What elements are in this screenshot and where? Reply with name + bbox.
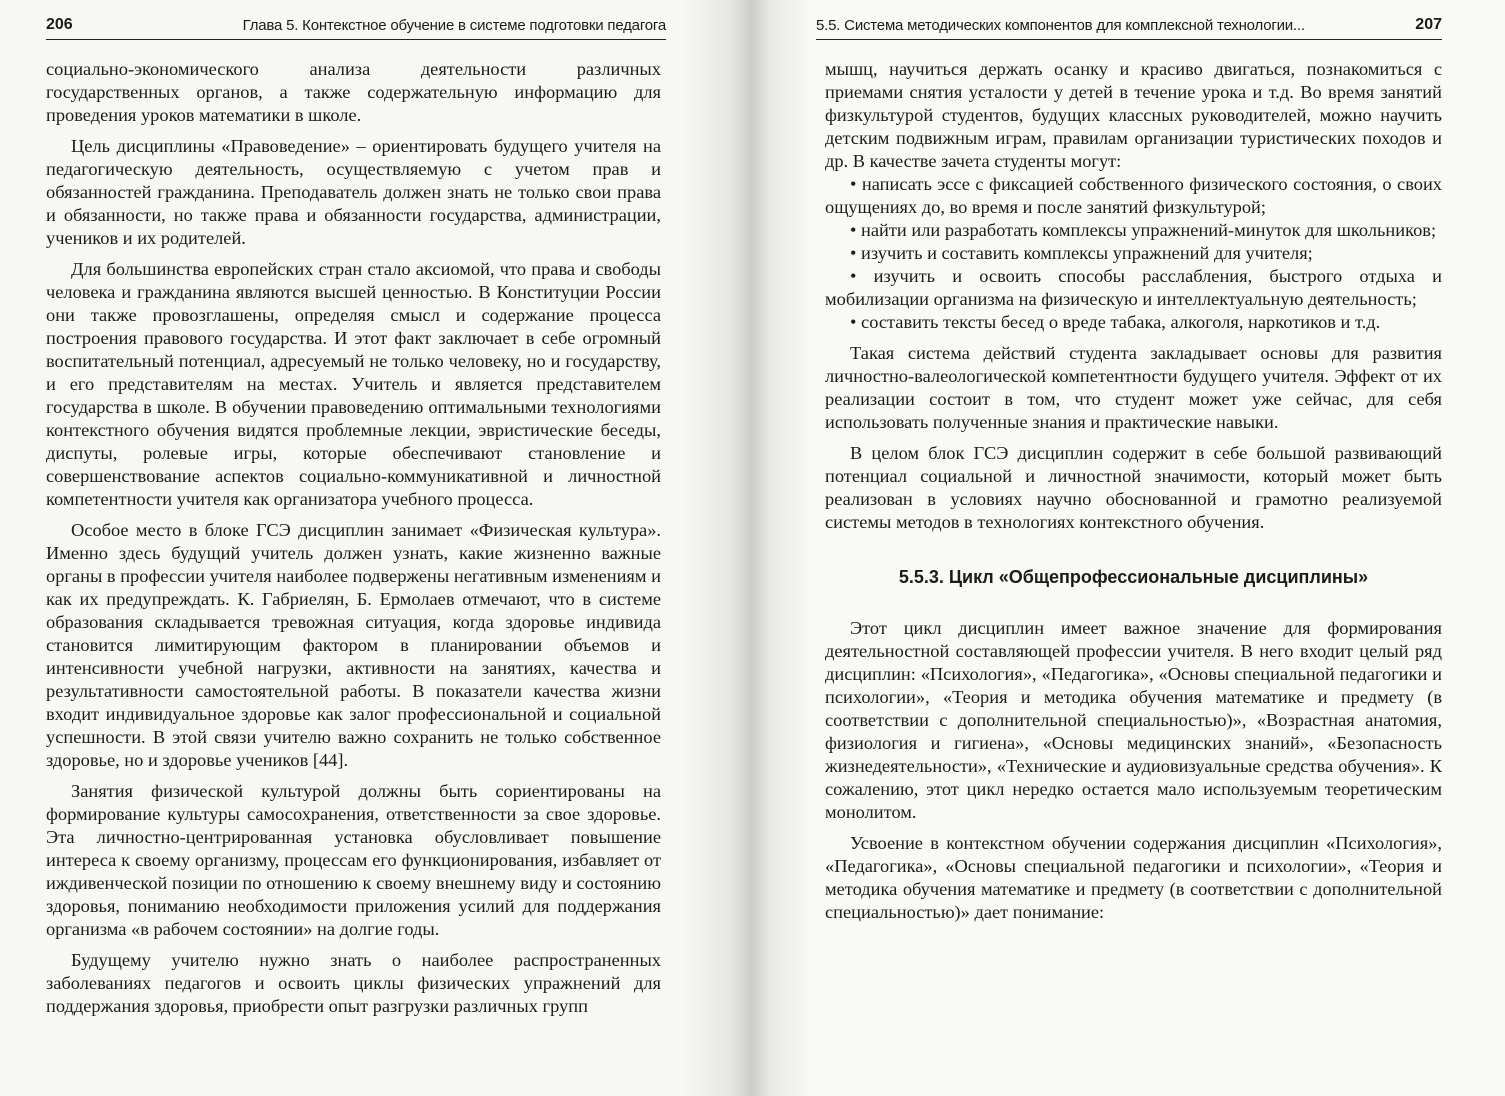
list-item: • изучить и составить комплексы упражнений для учителя;	[850, 243, 1313, 263]
paragraph: Особое место в блоке ГСЭ дисциплин занимает «Физическая культура». Именно здесь будущий учитель должен узнать, какие жизненно важные органы в профессии учителя наиболее подвержены негативным изменениям и как их предупреждать. К. Габриелян, Б. Ермолаев отмечают, что в системе образования складывается тревожная ситуация, когда здоровье индивида становится лимитирующим фактором в планировании объемов и интенсивности учебной нагрузки, активности на занятиях, качества и результативности самостоятельной работы. В показатели качества жизни входит индивидуальное здоровье как залог профессиональной и социальной успешности. В этой связи учителю важно сохранить не только собственное здоровье, но и здоровье учеников [44].	[46, 520, 661, 770]
paragraph: Занятия физической культурой должны быть сориентированы на формирование культуры самосохранения, ответственности за свое здоровье. Эта личностно-центрированная установка обусловливает повышение интереса к своему организму, процессам его функционирования, избавляет от иждивенческой позиции по отношению к своему внешнему виду и состоянию здоровья, пониманию необходимости приложения усилий для поддержания организма «в рабочем состоянии» на долгие годы.	[46, 781, 661, 939]
paragraph: Цель дисциплины «Правоведение» – ориентировать будущего учителя на педагогическую деятельность, осуществляемую с учетом прав и обязанностей гражданина. Преподаватель должен знать не только свои права и обязанности, но также права и обязанности государства, администрации, учеников и их родителей.	[46, 136, 661, 248]
paragraph: Этот цикл дисциплин имеет важное значение для формирования деятельностной составляющей профессии учителя. В него входит целый ряд дисциплин: «Психология», «Педагогика», «Основы специальной педагогики и психологии», «Теория и методика обучения математике и предмету (в соответствии с дополнительной специальностью)», «Возрастная анатомия, физиология и гигиена», «Основы медицинских знаний», «Безопасность жизнедеятельности», «Технические и аудиовизуальные средства обучения». К сожалению, этот цикл нередко остается мало используемым теоретическим монолитом.	[825, 618, 1442, 822]
right-page-number: 207	[1415, 16, 1442, 33]
section-heading: 5.5.3. Цикл «Общепрофессиональные дисциплины»	[898, 567, 1369, 587]
paragraph: Для большинства европейских стран стало аксиомой, что права и свободы человека и гражданина являются высшей ценностью. В Конституции России они также провозглашены, определяя смысл и содержание процесса построения правового государства. И этот факт заключает в себе огромный воспитательный потенциал, адресуемый не только человеку, но и государству, и его представителям на местах. Учитель и является представителем государства в школе. В обучении правоведению оптимальными технологиями контекстного обучения видятся проблемные лекции, эвристические беседы, диспуты, ролевые игры, которые обеспечивают становление и совершенствование аспектов социально-коммуникативной и личностной компетентности учителя как организатора учебного процесса.	[46, 259, 661, 509]
left-page-number: 206	[46, 16, 73, 33]
left-chapter-title: Глава 5. Контекстное обучение в системе подготовки педагога	[242, 17, 666, 34]
paragraph: мышц, научиться держать осанку и красиво двигаться, познакомиться с приемами снятия усталости у детей в течение урока и т.д. Во время занятий физкультурой студентов, будущих классных руководителей, можно научить детским подвижным играм, правилам организации туристических походов и др. В качестве зачета студенты могут:	[825, 59, 1442, 171]
list-item: • найти или разработать комплексы упражнений-минуток для школьников;	[850, 220, 1437, 240]
list-item: • составить тексты бесед о вреде табака, алкоголя, наркотиков и т.д.	[850, 312, 1381, 332]
right-section-title: 5.5. Система методических компонентов для комплексной технологии...	[816, 17, 1305, 34]
paragraph: В целом блок ГСЭ дисциплин содержит в себе большой развивающий потенциал социальной и личностной значимости, который может быть реализован в условиях научно обоснованной и грамотно реализуемой системы методов в технологиях контекстного обучения.	[825, 443, 1442, 532]
paragraph: Такая система действий студента закладывает основы для развития личностно-валеологической компетентности будущего учителя. Эффект от их реализации состоит в том, что студент может уже сейчас, для себя использовать полученные знания и практические навыки.	[825, 343, 1442, 432]
list-item: • написать эссе с фиксацией собственного физического состояния, о своих ощущениях до, во время и после занятий физкультурой;	[825, 174, 1442, 217]
left-text-column	[46, 58, 661, 1018]
paragraph: Усвоение в контекстном обучении содержания дисциплин «Психология», «Педагогика», «Основы специальной педагогики и психологии», «Теория и методика обучения математике и предмету (в соответствии с дополнительной специальностью)» дает понимание:	[825, 833, 1442, 922]
left-running-head	[46, 14, 666, 40]
paragraph: Будущему учителю нужно знать о наиболее распространенных заболеваниях педагогов и освоить циклы физических упражнений для поддержания здоровья, приобрести опыт разгрузки различных групп	[46, 950, 661, 1016]
list-item: • изучить и освоить способы расслабления, быстрого отдыха и мобилизации организма на физическую и интеллектуальную деятельность;	[825, 266, 1442, 309]
paragraph: социально-экономического анализа деятельности различных государственных органов, а также содержательную информацию для проведения уроков математики в школе.	[46, 59, 661, 125]
right-running-head	[816, 14, 1442, 40]
right-text-column	[825, 58, 1442, 924]
